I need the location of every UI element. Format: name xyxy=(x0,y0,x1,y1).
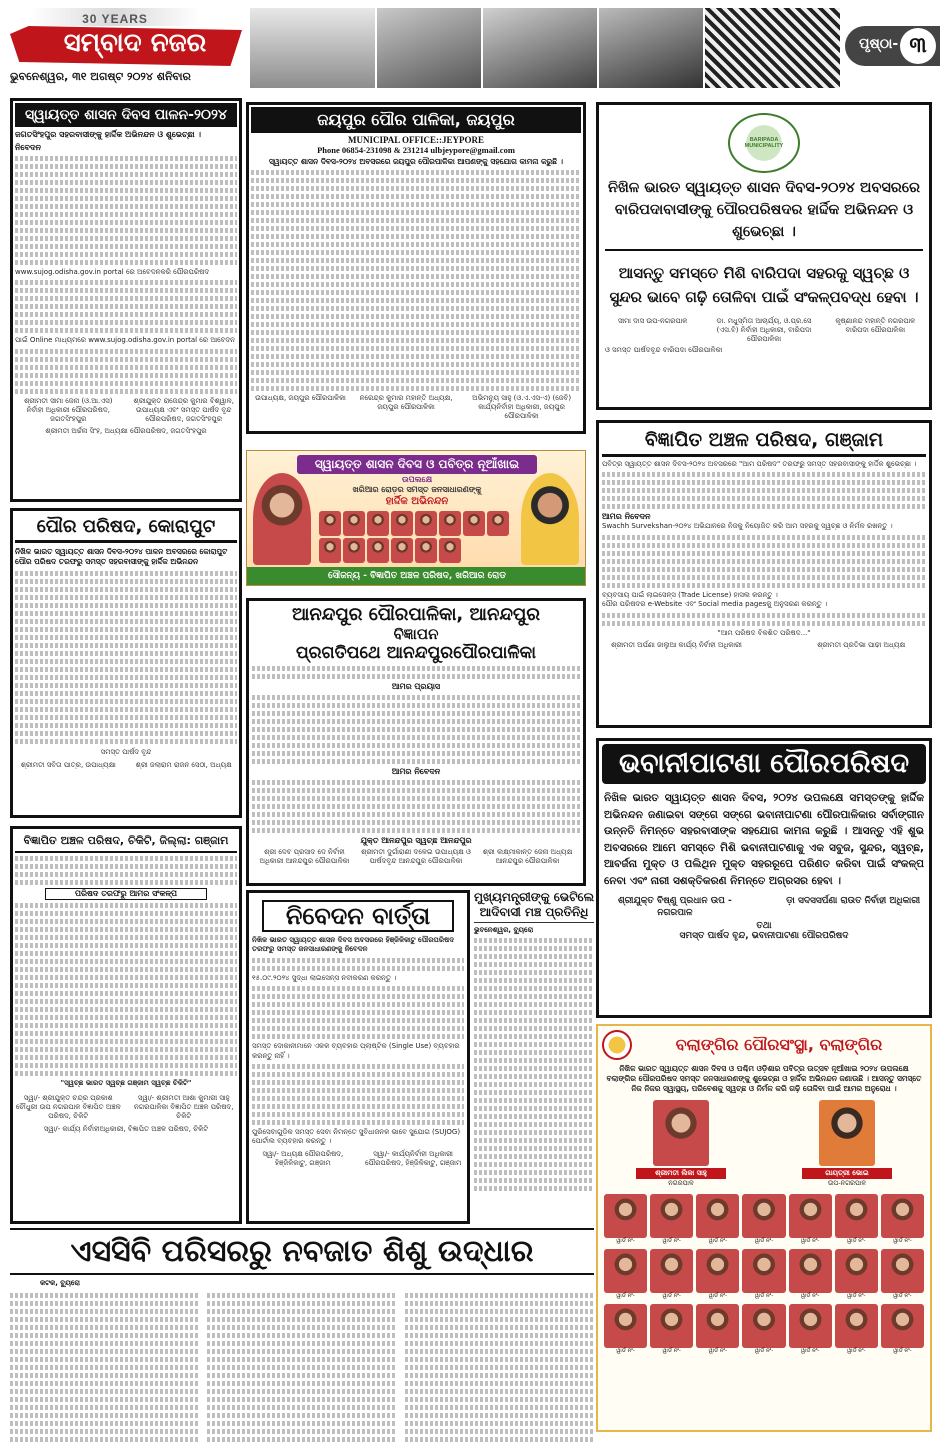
khariar-councillor-portrait xyxy=(439,538,461,563)
bolangir-councillor xyxy=(604,1194,647,1245)
chikiti-section: ପରିଷଦ ତରଫରୁ ଆମର ସଂକଳ୍ପ xyxy=(45,888,207,900)
khariar-councillor-portrait xyxy=(487,511,509,536)
bolangir-title: ବଲାଙ୍ଗିର ପୌରସଂସ୍ଥା, ବଲାଙ୍ଗିର xyxy=(675,1035,883,1054)
bolangir-ad xyxy=(596,1024,932,1432)
khariar-councillor-portrait xyxy=(367,511,389,536)
jeypore-phone: Phone 06854-231098 & 231214 ulbjeypore@gmail.com xyxy=(317,145,515,155)
bhawanipatna-title: ଭବାନୀପାଟଣା ପୌରପରିଷଦ xyxy=(602,744,926,784)
bolangir-ward-label: ୱାର୍ଡ ନଂ- xyxy=(754,1348,774,1354)
masthead-logo-block xyxy=(10,8,242,88)
bolangir-chair-portrait xyxy=(653,1100,709,1166)
bolangir-councillor-portrait xyxy=(835,1194,878,1238)
bolangir-councillor-portrait xyxy=(604,1194,647,1238)
khariar-councillor-portrait xyxy=(367,538,389,563)
chikiti-sig-right: ସ୍ୱା/- ଶ୍ରୀମତୀ ଆଶା କୁମାରୀ ସାହୁ ନଗରପାଳିକା ବିଜ୍ଞାପିତ ଅଞ୍ଚଳ ପରିଷଦ, ଚିକିଟି xyxy=(133,1094,234,1120)
bolangir-councillor-portrait xyxy=(789,1194,832,1238)
baripada-slogan: ଆସନ୍ତୁ ସମସ୍ତେ ମିଶି ବାରିପଦା ସହରକୁ ସ୍ୱଚ୍ଛ ଓ ସୁନ୍ଦର ଭାବେ ଗଢ଼ି ତୋଳିବା ପାଇଁ ସଂକଳ୍ପବଦ୍ଧ ହେବା । xyxy=(609,264,919,306)
ganjam-lead: ଆମର ନିବେଦନ xyxy=(602,512,651,522)
bolangir-councillor xyxy=(742,1249,785,1300)
khariar-occasion: ଉପଲକ୍ଷେ xyxy=(401,475,433,484)
bolangir-header xyxy=(598,1026,930,1064)
bolangir-ward-label: ୱାର୍ଡ ନଂ- xyxy=(893,1238,912,1244)
news-cm-article xyxy=(474,890,594,1224)
bolangir-ward-label: ୱାର୍ଡ ନଂ- xyxy=(847,1293,866,1299)
baripada-sig1: ସୀମା ଦାସ ଉପ-ନଗରପାଳ xyxy=(618,317,688,325)
bolangir-body: ନିଖିଳ ଭାରତ ସ୍ୱାୟତ୍ତ ଶାସନ ଦିବସ ଓ ପଶ୍ଚିମ ଓଡ଼ିଶାର ପବିତ୍ର ଉତ୍ସବ ନୂଆଁଖାଇ ୨୦୨୪ ଉପଲକ୍ଷେ ବଲାଙ୍ଗିର ପୌରପରିଷଦ ସମସ୍ତ ଜନସାଧାରଣଙ୍କୁ ଶୁଭେଚ୍ଛା ଓ ହାର୍ଦ୍ଦିକ ଅଭିନନ୍ଦନ ଜଣାଉଛି । ଆସନ୍ତୁ ସମସ୍ତେ ନିଜ ନିଜର ସ୍ୱାସ୍ଥ୍ୟ, ପରିବେଶକୁ ସ୍ୱଚ୍ଛ ଓ ନିର୍ମଳ କରି ଗଢ଼ି ତୋଳିବା ପାଇଁ ଆମର ଅନୁରୋଧ । xyxy=(606,1064,922,1093)
bolangir-ward-label: ୱାର୍ଡ ନଂ- xyxy=(708,1293,728,1299)
ganjam-intro: ପବିତ୍ର ସ୍ୱାୟତ୍ତ ଶାସନ ଦିବସ-୨୦୨୪ ଅବସରରେ "ଆମ ପରିଷଦ" ତରଫରୁ ସମସ୍ତ ସହରବାସୀଙ୍କୁ ହାର୍ଦ୍ଦିକ ଶୁଭେଚ୍ଛା । xyxy=(602,460,917,468)
bolangir-councillor-portrait xyxy=(742,1304,785,1348)
bolangir-councillor-portrait xyxy=(696,1304,739,1348)
news-scb-dateline: କଟକ, ବ୍ୟୁରୋ xyxy=(40,1279,80,1287)
baripada-logo xyxy=(728,113,800,173)
khariar-line2: ଖରିଆର ରୋଡ଼ର ସମସ୍ତ ଜନସାଧାରଣଙ୍କୁ xyxy=(352,485,482,494)
hinjilicut-ad xyxy=(246,890,470,1224)
ganjam-ad xyxy=(596,420,932,728)
bolangir-councillor-grid xyxy=(598,1188,930,1355)
bolangir-ward-label: ୱାର୍ଡ ନଂ- xyxy=(800,1238,820,1244)
ganjam-item2: ବ୍ୟବସାୟ ପାଇଁ ଲାଇସେନ୍ସ (Trade License) ହାସଲ କରନ୍ତୁ । xyxy=(602,590,778,599)
bolangir-councillor xyxy=(742,1304,785,1355)
hinjilicut-title: ନିବେଦନ ବାର୍ତ୍ତା xyxy=(262,900,454,932)
bolangir-ward-label: ୱାର୍ଡ ନଂ- xyxy=(616,1293,635,1299)
page-label: ପୃଷ୍ଠା- xyxy=(859,36,899,52)
koraput-sig-right: ଶ୍ରୀ ଜଲାରାମ ରାଜନ ସେଠୀ, ଅଧ୍ୟକ୍ଷ xyxy=(135,761,232,769)
bolangir-councillor-portrait xyxy=(835,1304,878,1348)
handicraft-photo xyxy=(377,8,481,88)
jeypore-body xyxy=(251,170,581,391)
jagatsinghpur-body xyxy=(15,156,237,394)
khariar-councillor-portrait xyxy=(343,538,365,563)
khariar-title: ସ୍ୱାୟତ୍ତ ଶାସନ ଦିବସ ଓ ପବିତ୍ର ନୂଆଁଖାଇ xyxy=(297,455,537,474)
bolangir-chair-role: ନଗରପାଳ xyxy=(668,1179,694,1187)
baripada-headline: ନିଖିଳ ଭାରତ ସ୍ୱାୟତ୍ତ ଶାସନ ଦିବସ-୨୦୨୪ ଅବସରରେ ବାରିପଦାବାସୀଙ୍କୁ ପୌରପରିଷଦର ହାର୍ଦ୍ଦିକ ଅଭିନନ୍ଦନ ଓ ଶୁଭେଚ୍ଛା । xyxy=(605,177,923,251)
bolangir-ward-label: ୱାର୍ଡ ନଂ- xyxy=(754,1293,774,1299)
bolangir-ward-label: ୱାର୍ଡ ନଂ- xyxy=(708,1238,728,1244)
bolangir-councillor-portrait xyxy=(650,1194,693,1238)
ganjam-title: ବିଜ୍ଞାପିତ ଅଞ୍ଚଳ ପରିଷଦ, ଗଞ୍ଜାମ xyxy=(602,426,926,457)
ganjam-sig-right: ଶ୍ରୀମତୀ ପ୍ରତିଭା ପାଢୀ ଅଧ୍ୟକ୍ଷ xyxy=(817,640,906,649)
news-cm-dateline: ଭୁବନେଶ୍ୱର, ବ୍ୟୁରୋ xyxy=(474,926,534,934)
bolangir-ward-label: ୱାର୍ଡ ନଂ- xyxy=(662,1293,681,1299)
bolangir-councillor xyxy=(835,1304,878,1355)
hinjilicut-sig-left: ସ୍ୱା/- ଅଧ୍ୟକ୍ଷ ପୌରପରିଷଦ, ହିଞ୍ଜିଳିକାଟୁ, ଗଞ୍ଜାମ xyxy=(262,1149,344,1167)
jagatsinghpur-sig-bottom: ଶ୍ରୀମତୀ ଅର୍ଚ୍ଚନା ସିଂହ, ଅଧ୍ୟକ୍ଷା ପୌରପରିଷଦ, ଜଗତସିଂହପୁର xyxy=(45,426,207,435)
bolangir-councillor xyxy=(604,1304,647,1355)
bolangir-vice-role: ଉପ-ନଗରପାଳ xyxy=(827,1179,867,1187)
bolangir-councillor xyxy=(696,1249,739,1300)
jagatsinghpur-sig-left: ଶ୍ରୀମତୀ ସୀମା ଜେନା (ଓ.ଆ.ଏସ) ନିର୍ବାହୀ ଅଧିକାରୀ ପୌରପରିଷଦ, ଜଗତସିଂହପୁର xyxy=(24,396,113,423)
bolangir-ward-label: ୱାର୍ଡ ନଂ- xyxy=(616,1348,635,1354)
jagatsinghpur-subtitle: ଜଗତସିଂହପୁର ସହରବାସୀଙ୍କୁ ହାର୍ଦ୍ଦିକ ଅଭିନନ୍ଦନ ଓ ଶୁଭେଚ୍ଛା । xyxy=(15,130,201,139)
khariar-councillor-portrait xyxy=(463,511,485,536)
bolangir-councillor xyxy=(881,1304,924,1355)
dateline: ଭୁବନେଶ୍ୱର, ୩୧ ଅଗଷ୍ଟ ୨୦୨୪ ଶନିବାର xyxy=(10,70,191,83)
chikiti-quote: "ସ୍ୱଚ୍ଛ ଭାରତ ସ୍ୱଚ୍ଛ ଗଞ୍ଜାମ ସ୍ୱଚ୍ଛ ଚିକିଟି" xyxy=(60,1079,192,1087)
news-scb-headline: ଏସସିବି ପରିସରରୁ ନବଜାତ ଶିଶୁ ଉଦ୍ଧାର xyxy=(10,1228,594,1275)
ganjam-item1: Swachh Survekshan-୨୦୨୪ ଅଭିଯାନରେ ନିଜକୁ ନିୟୋଜିତ କରି ଆମ ସହରକୁ ସ୍ୱଚ୍ଛ ଓ ନିର୍ମଳ ରଖନ୍ତୁ । xyxy=(602,522,893,531)
khariar-councillor-portrait xyxy=(415,538,437,563)
baripada-sig4: ଓ ସମସ୍ତ ପାର୍ଷଦବୃନ୍ଦ ବାରିପଦା ପୌରପାଳିକା xyxy=(605,346,723,354)
bolangir-leaders xyxy=(598,1100,930,1188)
bolangir-ward-label: ୱାର୍ଡ ନଂ- xyxy=(662,1238,681,1244)
koraput-sig-left: ଶ୍ରୀମତୀ ସବିତା ପାତ୍ର, ଉପାଧ୍ୟକ୍ଷା xyxy=(20,761,116,769)
bolangir-councillor-portrait xyxy=(789,1304,832,1348)
page-number: ୩ xyxy=(900,28,936,64)
jeypore-intro: ସ୍ୱାୟତ୍ତ ଶାସନ ଦିବସ-୨୦୨୪ ଅବସରରେ ଜୟପୁର ପୌରପାଳିକା ଆପଣଙ୍କୁ ସହଯୋଗ କାମନା କରୁଛି । xyxy=(269,157,563,166)
baripada-sig2: ଡା. ମଧୁସ୍ମିତା ଆଚାର୍ଯ୍ୟ, ଓ.ପ୍ର.ସେ (ଏସ.ବି) ନିର୍ବାହୀ ଅଧିକାରୀ, ବାରିପଦା ପୌରପାଳିକା xyxy=(716,317,812,343)
khariar-line3: ହାର୍ଦ୍ଦିକ ଅଭିନନ୍ଦନ xyxy=(385,496,449,507)
jagatsinghpur-sig-right: ଶ୍ରୀଯୁକ୍ତ ରାଜେନ୍ଦ୍ର କୁମାର ବିଶ୍ୱାଳ, ଉପାଧ୍ୟକ୍ଷ ଏବଂ ସମସ୍ତ ପାର୍ଷଦ ବୃନ୍ଦ ପୌରପରିଷଦ, ଜଗତସିଂହପୁର xyxy=(133,396,234,423)
anandapur-closing: ଯୁକ୍ତ ଆନନ୍ଦପୁର ସ୍ୱଚ୍ଛ ଆନନ୍ଦପୁର xyxy=(360,836,472,845)
bolangir-councillor xyxy=(881,1194,924,1245)
bolangir-councillor-portrait xyxy=(650,1304,693,1348)
bolangir-ward-label: ୱାର୍ଡ ନଂ- xyxy=(662,1348,681,1354)
hinjilicut-item1: ୧୫.୦୯.୨୦୨୪ ସୁଦ୍ଧା ଲାଇସେନ୍ସ ନବୀକରଣ କରନ୍ତୁ । xyxy=(252,973,397,982)
bolangir-ward-label: ୱାର୍ଡ ନଂ- xyxy=(754,1238,774,1244)
bolangir-councillor xyxy=(604,1249,647,1300)
children-photo xyxy=(483,8,597,88)
bolangir-councillor xyxy=(881,1249,924,1300)
chikiti-title: ବିଜ୍ଞାପିତ ଅଞ୍ଚଳ ପରିଷଦ, ଚିକିଟି, ଜିଲ୍ଲା: ଗଞ୍ଜାମ xyxy=(15,831,237,853)
anandapur-sig3: ଶ୍ରୀ ଲକ୍ଷ୍ମୀକାନ୍ତ ଜେନା ଅଧ୍ୟକ୍ଷ ଆନନ୍ଦପୁର ପୌରପାଳିକା xyxy=(482,848,573,865)
jagatsinghpur-title: ସ୍ୱାୟତ୍ତ ଶାସନ ଦିବସ ପାଳନ-୨୦୨୪ xyxy=(15,103,237,127)
masthead xyxy=(0,0,945,96)
bolangir-councillor-portrait xyxy=(835,1249,878,1293)
bolangir-ward-label: ୱାର୍ଡ ନଂ- xyxy=(893,1348,912,1354)
news-scb-body xyxy=(10,1290,594,1444)
baripada-logo-text: BARIPADA MUNICIPALITY xyxy=(744,137,784,149)
jeypore-ad xyxy=(246,102,586,434)
bolangir-vice-portrait xyxy=(819,1100,875,1166)
jagatsinghpur-url2: ପାଇଁ Online ମାଧ୍ୟମରେ www.sujog.odisha.gov.in portal ରେ ଆବେଦନ xyxy=(15,336,236,345)
bolangir-councillor-portrait xyxy=(789,1249,832,1293)
bolangir-logo xyxy=(602,1030,632,1060)
bolangir-councillor xyxy=(742,1194,785,1245)
bhawanipatna-sig-right: ଡ଼ା ସଦସସର୍ପଣା ରାଉତ ନିର୍ବାହୀ ଅଧିକାରୀ xyxy=(786,896,921,906)
hinjilicut-sig-right: ସ୍ୱା/- କାର୍ଯ୍ୟନିର୍ବାହୀ ଅଧିକାରୀ ପୌରପରିଷଦ, ହିଞ୍ଜିଳିକାଟୁ, ଗଞ୍ଜାମ xyxy=(364,1149,462,1167)
bolangir-ward-label: ୱାର୍ଡ ନଂ- xyxy=(847,1238,866,1244)
bolangir-councillor xyxy=(650,1304,693,1355)
bolangir-councillor xyxy=(650,1249,693,1300)
bolangir-councillor xyxy=(789,1194,832,1245)
bolangir-councillor xyxy=(696,1304,739,1355)
bhawanipatna-sig-bottom: ସମସ୍ତ ପାର୍ଷଦ ବୃନ୍ଦ, ଭବାନୀପାଟଣା ପୌରପରିଷଦ xyxy=(679,931,849,941)
jeypore-sig-mid: ନରେନ୍ଦ୍ର କୁମାର ମହାନ୍ତି ଅଧ୍ୟକ୍ଷ, ଜୟପୁର ପୌରପାଳିକା xyxy=(359,394,453,411)
khariar-eo-portrait xyxy=(521,473,579,565)
chikiti-sig-bottom: ସ୍ୱା/- କାର୍ଯ୍ୟ ନିର୍ବାହୀଅଧିକାରୀ, ବିଜ୍ଞାପିତ ଅଞ୍ଚଳ ପରିଷଦ, ଚିକିଟି xyxy=(43,1125,209,1133)
news-cm-body xyxy=(474,938,594,1191)
bolangir-councillor-portrait xyxy=(604,1304,647,1348)
anandapur-title: ଆନନ୍ଦପୁର ପୌରପାଳିକା, ଆନନ୍ଦପୁର xyxy=(291,604,541,625)
bolangir-councillor-portrait xyxy=(881,1194,924,1238)
temple-photo xyxy=(250,8,375,88)
bhawanipatna-sig-left: ଶ୍ରୀଯୁକ୍ତ ବିଷ୍ଣୁ ପ୍ରଧାନ ଉପ - ନଗରପାଳ xyxy=(617,896,732,918)
bolangir-chair xyxy=(636,1100,726,1188)
news-scb-article xyxy=(10,1228,594,1444)
koraput-ad xyxy=(10,508,242,818)
khariar-councillor-portrait xyxy=(391,538,413,563)
bolangir-councillor-portrait xyxy=(881,1304,924,1348)
news-cm-headline: ମୁଖ୍ୟମନ୍ତ୍ରୀଙ୍କୁ ଭେଟିଲେ ଆଦିବାସୀ ମଞ୍ଚ ପ୍ରତିନିଧି xyxy=(474,890,594,923)
anandapur-section1: ଆମର ପ୍ରୟାସ xyxy=(391,682,441,691)
masthead-logo-text: ସମ୍ବାଦ ନଜର xyxy=(63,28,207,58)
koraput-lead: ନିଖିଳ ଭାରତ ସ୍ୱାୟତ୍ତ ଶାସନ ଦିବସ-୨୦୨୪ ପାଳନ ଅବସରରେ କୋରାପୁଟ ପୌର ପରିଷଦ ତରଫରୁ ସମସ୍ତ ସହରବାସୀଙ୍କୁ ହାର୍ଦ୍ଦିକ ଅଭିନନ୍ଦନ xyxy=(15,547,228,566)
bhawanipatna-body: ନିଖିଳ ଭାରତ ସ୍ୱାୟତ୍ତ ଶାସନ ଦିବସ, ୨୦୨୪ ଉପଲକ୍ଷେ ସମସ୍ତଙ୍କୁ ହାର୍ଦ୍ଦିକ ଅଭିନନ୍ଦନ ଜଣାଇବା ସଙ୍ଗେ ସଙ୍ଗେ ଭବାନୀପାଟଣା ପୌରପାଳିକାର ସର୍ବାଙ୍ଗୀନ ଉନ୍ନତି ନିମନ୍ତେ ସହରବାସୀଙ୍କ ସହଯୋଗ କାମନା କରୁଛି । ଆସନ୍ତୁ ଏହି ଶୁଭ ଅବସରରେ ଆମେ ସମସ୍ତେ ମିଶି ଭବାନୀପାଟଣାକୁ ଏକ ସବୁଜ, ସୁନ୍ଦର, ସ୍ୱଚ୍ଛ, ଆବର୍ଜନା ମୁକ୍ତ ଓ ପଲିଥିନ ମୁକ୍ତ ସହରରୂପେ ପରିଣତ କରିବା ପାଇଁ ସଂକଳ୍ପ ନେବା ଏବଂ ନାରୀ ସଶକ୍ତିକରଣ ନିମନ୍ତେ ଅଗ୍ରସର ହେବା । xyxy=(604,792,924,887)
anniversary-text: 30 YEARS xyxy=(82,12,148,26)
anandapur-section2: ଆମର ନିବେଦନ xyxy=(391,767,441,776)
bolangir-chair-name: ଶ୍ରୀମତୀ ଲିକା ସାହୁ xyxy=(636,1168,726,1179)
bolangir-councillor xyxy=(650,1194,693,1245)
khariar-footer: ସୌଜନ୍ୟ - ବିଜ୍ଞାପିତ ଅଞ୍ଚଳ ପରିଷଦ, ଖରିଆର ରୋଡ xyxy=(247,567,586,585)
anandapur-sig1: ଶ୍ରୀ ଦେବ ପ୍ରସାଦ ଦେ ନିର୍ବାହୀ ଅଧିକାରୀ ଆନନ୍ଦପୁର ପୌରପାଳିକା xyxy=(259,848,350,865)
koraput-body xyxy=(15,571,237,744)
jeypore-sig-right: ଅଭିମନ୍ୟୁ ସାହୁ (ଓ.ଏ.ଏସ-ଏ) (ଜେବି) କାର୍ଯ୍ୟନିର୍ବାହୀ ଅଧିକାରୀ, ଜୟପୁର ପୌରପାଳିକା xyxy=(472,394,572,420)
khariar-councillor-row xyxy=(319,511,515,563)
bolangir-councillor xyxy=(835,1194,878,1245)
bolangir-vice-name: ଗାୟତ୍ରୀ ଭୋଇ xyxy=(802,1168,892,1179)
bolangir-councillor-portrait xyxy=(881,1249,924,1293)
khariar-councillor-portrait xyxy=(415,511,437,536)
khariar-councillor-portrait xyxy=(319,511,341,536)
hinjilicut-item3: ପୁରିସେବାଗୁଡ଼ିକ ସମସ୍ତ ସେବା ନିମନ୍ତେ ସୁବିଧାଜନକ ଭାବେ ସୁଯୋଗ (SUJOG) ପୋର୍ଟାଲ ବ୍ୟବହାର କରନ୍ତୁ । xyxy=(252,1128,461,1146)
bolangir-councillor-portrait xyxy=(650,1249,693,1293)
jeypore-office: MUNICIPAL OFFICE::JEYPORE xyxy=(347,135,485,145)
bhawanipatna-ad xyxy=(596,738,932,1018)
masthead-photo-strip xyxy=(250,8,840,88)
khariar-ad xyxy=(246,450,586,586)
anandapur-subtitle: ବିଜ୍ଞାପନ xyxy=(393,625,439,643)
bolangir-councillor xyxy=(789,1304,832,1355)
khariar-councillor-portrait xyxy=(319,538,341,563)
bolangir-ward-label: ୱାର୍ଡ ନଂ- xyxy=(616,1238,635,1244)
ganjam-item3: ପୌର ପରିଷଦର e-Website ଏବଂ Social media pagesକୁ ଅନୁସରଣ କରନ୍ତୁ । xyxy=(602,600,828,609)
bolangir-councillor xyxy=(835,1249,878,1300)
jeypore-sig-left: ଉପାଧ୍ୟକ୍ଷ, ଜୟପୁର ପୌରପାଳିକା xyxy=(255,394,346,402)
bolangir-councillor-portrait xyxy=(742,1194,785,1238)
people-photo xyxy=(599,8,703,88)
bolangir-councillor-portrait xyxy=(604,1249,647,1293)
jeypore-title: ଜୟପୁର ପୌର ପାଳିକା, ଜୟପୁର xyxy=(251,107,581,133)
koraput-title-text: ପୌର ପରିଷଦ, କୋରାପୁଟ xyxy=(36,516,216,537)
hinjilicut-item2: ସମସ୍ତ ଦୋକାନୀମାନେ ଏକକ ବ୍ୟବହାର ପ୍ଲାଷ୍ଟିକ (Single Use) ବ୍ୟବହାର କରନ୍ତୁ ନାହିଁ । xyxy=(252,1042,460,1060)
khariar-councillor-portrait xyxy=(439,511,461,536)
bolangir-councillor xyxy=(696,1194,739,1245)
anandapur-sig2: ଶ୍ରୀମତୀ ଦୁର୍ଗାରାଣୀ ଦଳେଇ ଉପାଧ୍ୟକ୍ଷ ଓ ପାର୍ଷଦବୃନ୍ଦ ଆନନ୍ଦପୁର ପୌରପାଳିକା xyxy=(361,848,471,865)
koraput-sig-all: ସମସ୍ତ ପାର୍ଷଦ ବୃନ୍ଦ xyxy=(100,748,152,756)
anniversary-banner xyxy=(30,8,200,26)
ganjam-motto: "ଆମ ପରିଷଦ ବିକଶିତ ପରିଷଦ..." xyxy=(717,628,811,637)
jagatsinghpur-ad xyxy=(10,98,242,502)
anandapur-ad xyxy=(246,598,586,886)
jagatsinghpur-url1: www.sujog.odisha.gov.in portal ରେ ଅବେଦନକରି ପୌରପରିଷଦ xyxy=(15,268,210,276)
bolangir-ward-label: ୱାର୍ଡ ନଂ- xyxy=(708,1348,728,1354)
bolangir-ward-label: ୱାର୍ଡ ନଂ- xyxy=(847,1348,866,1354)
bolangir-ward-label: ୱାର୍ଡ ନଂ- xyxy=(893,1293,912,1299)
jagatsinghpur-lead: ନିବେଦନ xyxy=(15,143,41,152)
khariar-councillor-portrait xyxy=(391,511,413,536)
baripada-sig3: କୃଷ୍ଣାନନ୍ଦ ମହାନ୍ତି ନଗରପାଳ ବାରିପଦା ପୌରପାଳିକା xyxy=(835,317,916,334)
koraput-title xyxy=(15,513,237,543)
bolangir-councillor-portrait xyxy=(742,1249,785,1293)
bolangir-ward-label: ୱାର୍ଡ ନଂ- xyxy=(800,1293,820,1299)
baripada-ad xyxy=(596,102,932,410)
tribal-art-photo xyxy=(705,8,840,88)
anandapur-slogan: ପ୍ରଗତିପଥେ ଆନନ୍ଦପୁରପୌରପାଳିକା xyxy=(295,643,537,663)
chikiti-body xyxy=(15,856,237,1088)
ganjam-sig-left: ଶ୍ରୀମତୀ ଅର୍ପଣା ଜାଲୁଆ କାର୍ଯ୍ୟ ନିର୍ବାହୀ ଅଧିକାରୀ xyxy=(611,640,742,649)
page-number-tab xyxy=(845,26,940,66)
chikiti-sig-left: ସ୍ୱା/- ଶ୍ରୀଯୁକ୍ତ ଚନ୍ଦ୍ର ପ୍ରକାଶ ଚୌଧୁରୀ ଉପ ନଗରପାଳ ବିଜ୍ଞାପିତ ଅଞ୍ଚଳ ପରିଷଦ, ଚିକିଟି xyxy=(15,1094,121,1120)
bolangir-councillor-portrait xyxy=(696,1249,739,1293)
khariar-councillor-portrait xyxy=(343,511,365,536)
bolangir-councillor xyxy=(789,1249,832,1300)
bolangir-ward-label: ୱାର୍ଡ ନଂ- xyxy=(800,1348,820,1354)
bolangir-vice xyxy=(802,1100,892,1188)
khariar-chair-portrait xyxy=(253,473,311,565)
bolangir-councillor-portrait xyxy=(696,1194,739,1238)
chikiti-ad xyxy=(10,826,242,1224)
hinjilicut-intro: ନିଖିଳ ଭାରତ ସ୍ୱାୟତ୍ତ ଶାସନ ଦିବସ ଅବସରରେ ହିଞ୍ଜିଳିକାଟୁ ପୌରପରିଷଦ ତରଫରୁ ସମସ୍ତ ଜନସାଧାରଣଙ୍କୁ ନିବେଦନ xyxy=(252,936,455,954)
bhawanipatna-sig-mid: ତଥା xyxy=(756,921,772,931)
